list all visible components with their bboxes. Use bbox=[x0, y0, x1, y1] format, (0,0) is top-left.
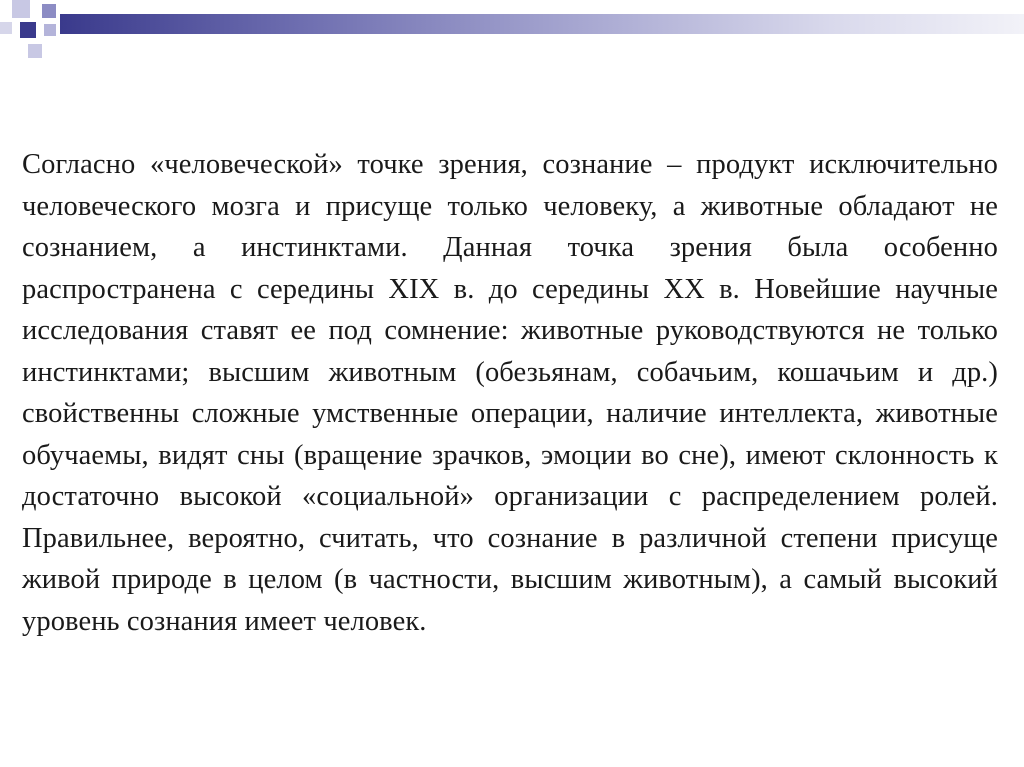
decor-square-1 bbox=[12, 0, 30, 18]
decor-square-5 bbox=[44, 24, 56, 36]
decor-square-2 bbox=[42, 4, 56, 18]
slide-body-paragraph: Согласно «человеческой» точке зрения, сознание – продукт исключительно человеческого мозга и присуще только человеку, а животные обладают не сознанием, а инстинктами. Данная точка зрения была особенно распространена с середины XIX в. до середины XX в. Новейшие научные исследования ставят ее под сомнение: животные руководствуются не только инстинктами; высшим животным (обезьянам, собачьим, кошачьим и др.) свойственны сложные умственные операции, наличие интеллекта, животные обучаемы, видят сны (вращение зрачков, эмоции во сне), имеют склонность к достаточно высокой «социальной» организации с распределением ролей. Правильнее, вероятно, считать, что сознание в различной степени присуще живой природе в целом (в частности, высшим животным), а самый высокий уровень сознания имеет человек. bbox=[22, 149, 998, 637]
header-gradient-bar bbox=[60, 14, 1024, 34]
decor-square-6 bbox=[28, 44, 42, 58]
decor-square-3 bbox=[0, 22, 12, 34]
decor-square-4 bbox=[20, 22, 36, 38]
slide-header-decoration bbox=[0, 0, 1024, 60]
